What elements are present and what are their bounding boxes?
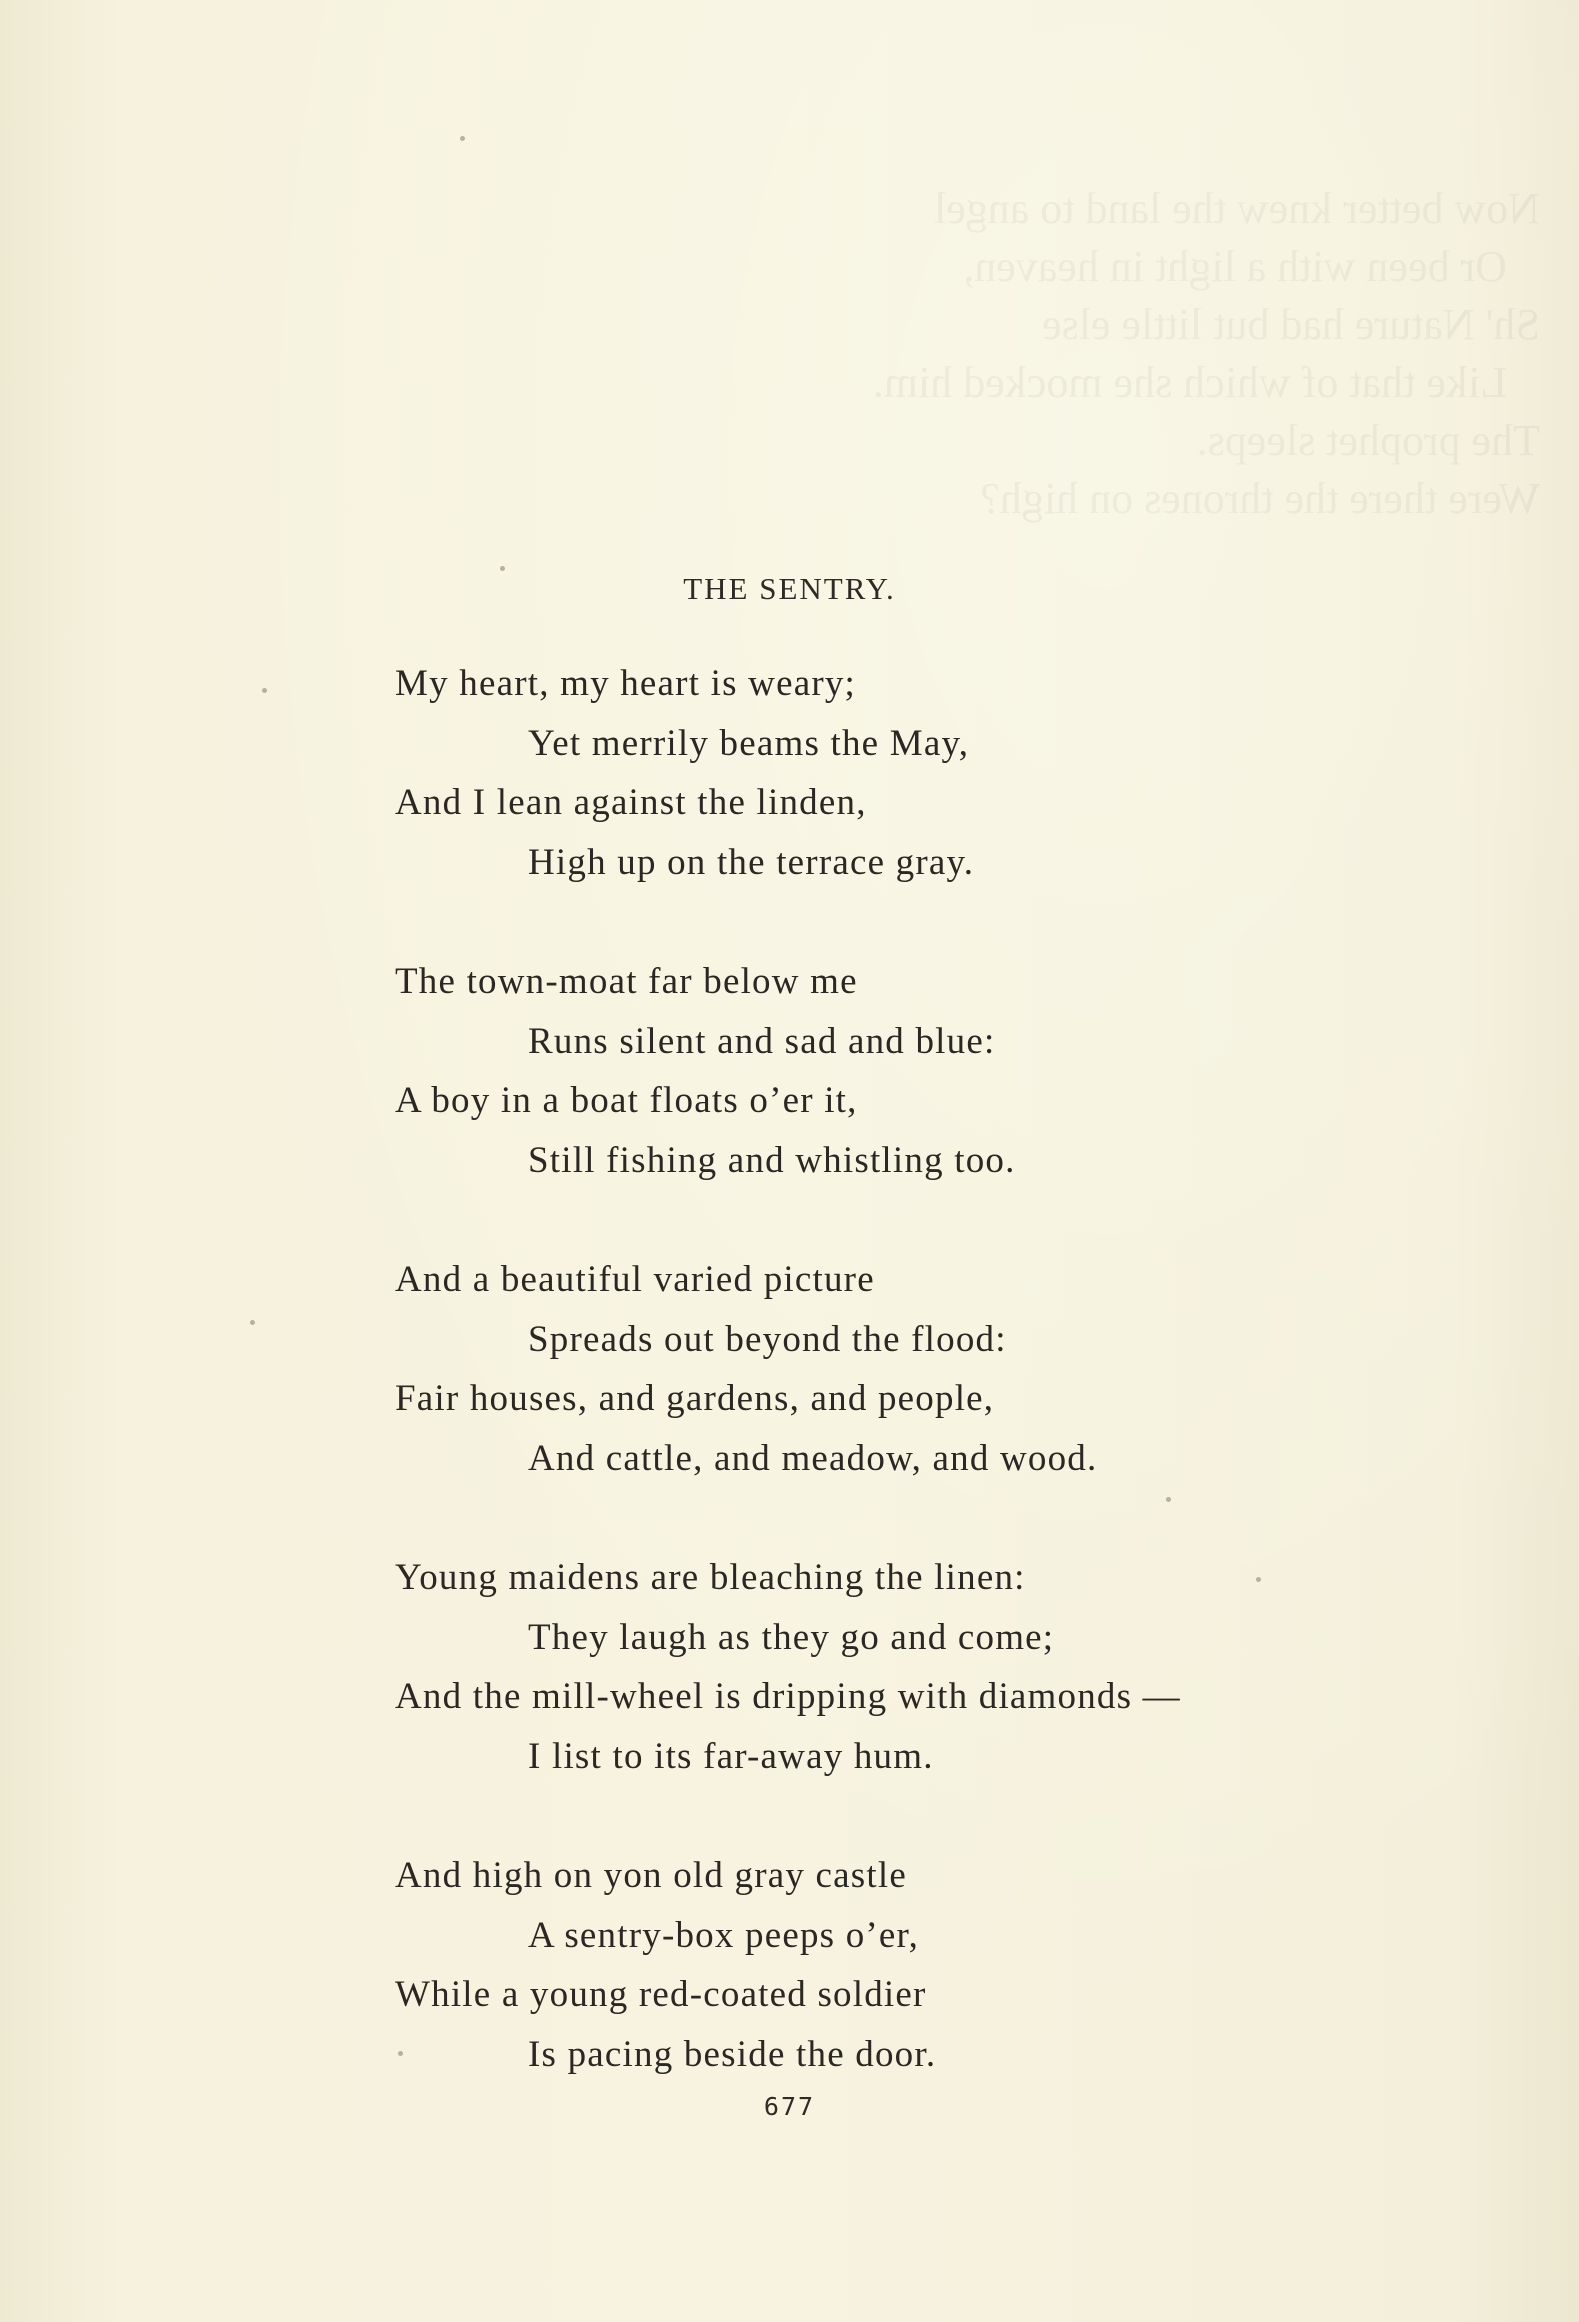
show-through-text: Now better knew the land to angel Or been with a light in heaven, Sh' Nature had but little else Like that of which she mocked him. The prophet sleeps. Were there the thrones on high? — [872, 184, 1540, 523]
poem-line: Still fishing and whistling too. — [528, 1139, 1016, 1181]
paper-speck — [1256, 1577, 1261, 1582]
poem-title: THE SENTRY. — [683, 571, 896, 606]
paper-speck — [262, 688, 267, 693]
poem-body — [395, 654, 1181, 2144]
stanza — [395, 654, 1181, 892]
poem-line: My heart, my heart is weary; — [395, 663, 857, 704]
poem-line: And a beautiful varied picture — [395, 1259, 875, 1300]
poem-line: Is pacing beside the door. — [528, 2033, 937, 2075]
poem-line: The town-moat far below me — [395, 961, 858, 1002]
stanza — [395, 1250, 1181, 1488]
poem-line: A sentry-box peeps o’er, — [528, 1914, 920, 1956]
poem-line: I list to its far-away hum. — [528, 1735, 934, 1777]
paper-speck — [250, 1320, 255, 1325]
poem-line: And the mill-wheel is dripping with diamonds — — [395, 1676, 1181, 1717]
page-number: 677 — [763, 2092, 816, 2121]
paper-speck — [460, 136, 465, 141]
poem-line: High up on the terrace gray. — [528, 841, 975, 883]
poem-line: Runs silent and sad and blue: — [528, 1020, 996, 1062]
poem-line: Spreads out beyond the flood: — [528, 1318, 1007, 1360]
stanza — [395, 952, 1181, 1190]
stanza — [395, 1548, 1181, 1786]
poem-line: Yet merrily beams the May, — [528, 722, 970, 764]
poem-line: And cattle, and meadow, and wood. — [528, 1437, 1098, 1479]
poem-line: A boy in a boat floats o’er it, — [395, 1080, 858, 1121]
poem-line: They laugh as they go and come; — [528, 1616, 1055, 1658]
poem-line: Fair houses, and gardens, and people, — [395, 1378, 995, 1419]
poem-line: Young maidens are bleaching the linen: — [395, 1557, 1026, 1598]
poem-line: And I lean against the linden, — [395, 782, 867, 823]
poem-line: And high on yon old gray castle — [395, 1855, 907, 1896]
stanza — [395, 1846, 1181, 2084]
poem-line: While a young red-coated soldier — [395, 1974, 927, 2015]
